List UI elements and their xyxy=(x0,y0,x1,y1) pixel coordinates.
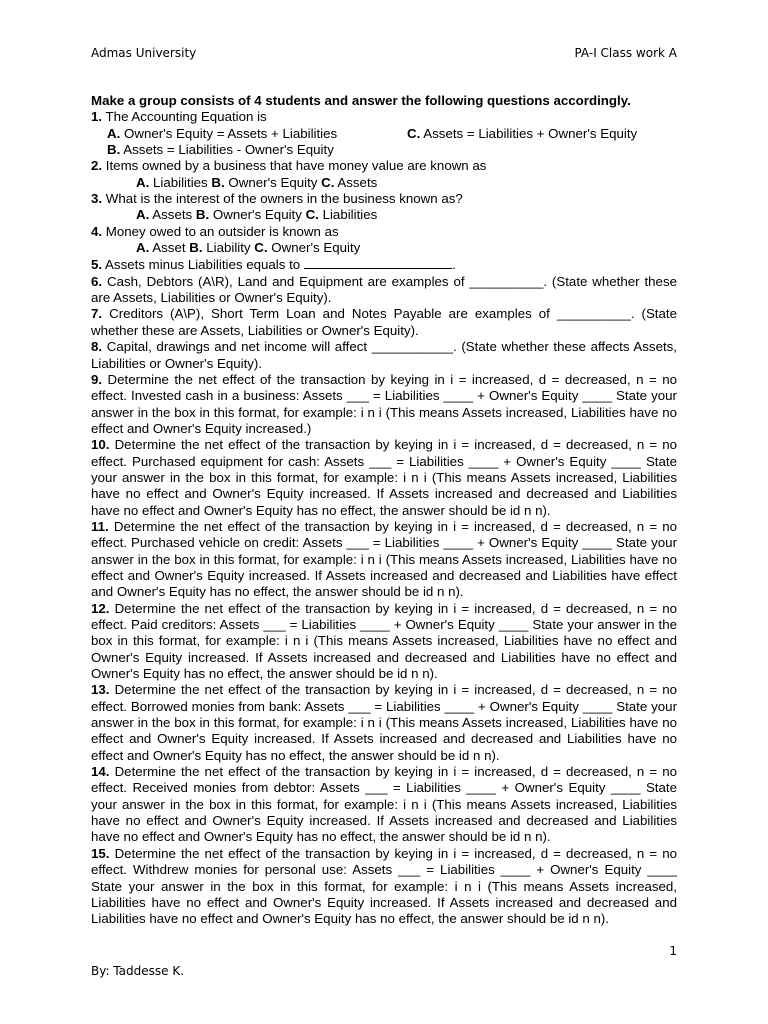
option-label: C. xyxy=(254,240,268,256)
option-label: B. xyxy=(189,240,203,256)
option-label: C. xyxy=(407,125,421,141)
page-footer: By: Taddesse K. xyxy=(91,964,185,978)
option-label: B. xyxy=(195,207,210,223)
question-6 xyxy=(91,274,677,307)
page-number: 1 xyxy=(669,944,677,958)
question-number: 5. xyxy=(91,257,103,273)
option-text: Assets xyxy=(334,174,378,190)
instruction: Make a group consists of 4 students and answer the following questions accordingly. xyxy=(91,93,631,108)
option-label: A. xyxy=(136,240,150,256)
question-number: 1. xyxy=(91,109,103,125)
question-text: Items owned by a business that have money value are known as xyxy=(102,158,487,174)
worksheet-body xyxy=(91,93,677,928)
option-label: A. xyxy=(136,207,150,223)
option-text: Liability xyxy=(202,240,255,256)
page-header xyxy=(91,46,677,60)
question-text: Determine the net effect of the transaction by keying in i = increased, d = decreased, n = no effect. Borrowed monies from bank: Assets ___ = Liabilities ____ + Owner's Equity ____ State your answer in the box in this format, for example: i n i (This means Assets increased, Liabilities have no effect and Owner's Equity increased. If Assets increased and decreased and Liabilities have no effect and Owner's Equity has no effect, the answer should be id n n). xyxy=(91,682,677,763)
header-course: PA-I Class work A xyxy=(574,46,677,60)
question-9 xyxy=(91,372,677,437)
question-text: The Accounting Equation is xyxy=(102,109,267,125)
question-text: Determine the net effect of the transaction by keying in i = increased, d = decreased, n = no effect. Invested cash in a business: Assets ___ = Liabilities ____ + Owner's Equity ____ State your answer in the box in this format, for example: i n i (This means Assets increased, Liabilities have no effect and Owner's Equity increased.) xyxy=(91,371,677,436)
question-number: 13. xyxy=(91,682,110,698)
question-number: 14. xyxy=(91,764,110,780)
question-4 xyxy=(91,224,677,257)
option-text: Liabilities xyxy=(149,174,212,190)
option-label: C. xyxy=(321,174,335,190)
question-13 xyxy=(91,682,677,764)
question-text: Determine the net effect of the transaction by keying in i = increased, d = decreased, n = no effect. Purchased equipment for cash: Assets ___ = Liabilities ____ + Owner's Equity ____ State your answer in the box in this format, for example: i n i (This means Assets increased, Liabilities have no effect and Owner's Equity increased. If Assets increased and decreased and Liabilities have no effect and Owner's Equity has no effect, the answer should be id n n). xyxy=(91,437,677,518)
question-12 xyxy=(91,601,677,683)
question-number: 4. xyxy=(91,223,103,239)
option-text: Owner's Equity xyxy=(209,207,306,223)
option-label: B. xyxy=(107,142,121,158)
option-text: Owner's Equity xyxy=(224,174,322,190)
question-text: Determine the net effect of the transaction by keying in i = increased, d = decreased, n = no effect. Purchased vehicle on credit: Assets ___ = Liabilities ____ + Owner's Equity ____ State your answer in the box in this format, for example: i n i (This means Assets increased, Liabilities have no effect and Owner's Equity increased. If Assets increased and decreased and Liabilities have effect and Owner's Equity has no effect, the answer should be id n n). xyxy=(91,518,677,600)
question-text: Determine the net effect of the transaction by keying in i = increased, d = decreased, n = no effect. Received monies from debtor: Assets ___ = Liabilities ____ + Owner's Equity ____ State your answer in the box in this format, for example: i n i (This means Assets increased, Liabilities have no effect and Owner's Equity increased. If Assets increased and decreased and Liabilities have no effect and Owner's Equity has no effect, the answer should be id n n). xyxy=(91,764,677,845)
option-text: Assets = Liabilities - Owner's Equity xyxy=(120,142,334,158)
question-5 xyxy=(91,256,677,273)
question-number: 12. xyxy=(91,600,110,616)
question-text: Money owed to an outsider is known as xyxy=(102,223,339,239)
question-text: Cash, Debtors (A\R), Land and Equipment are examples of __________. (State whether these are Assets, Liabilities or Owner's Equity). xyxy=(91,273,677,306)
option-text: Assets = Liabilities + Owner's Equity xyxy=(420,125,638,141)
option-label: A. xyxy=(136,174,150,190)
question-3 xyxy=(91,191,677,224)
question-text: Assets minus Liabilities equals to xyxy=(102,257,301,273)
option-text: Owner's Equity = Assets + Liabilities xyxy=(120,125,338,141)
question-number: 2. xyxy=(91,158,103,174)
question-number: 10. xyxy=(91,437,110,453)
question-14 xyxy=(91,764,677,846)
question-number: 9. xyxy=(91,371,103,387)
question-2 xyxy=(91,158,677,191)
question-text: Determine the net effect of the transaction by keying in i = increased, d = decreased, n = no effect. Paid creditors: Assets ___ = Liabilities ____ + Owner's Equity ____ State your answer in the box in this format, for example: i n i (This means Assets increased, Liabilities have no effect and Owner's Equity increased. If Assets increased and decreased and Liabilities have no effect and Owner's Equity has no effect, the answer should be id n n). xyxy=(91,600,677,682)
question-11 xyxy=(91,519,677,601)
question-8 xyxy=(91,339,677,372)
question-15 xyxy=(91,846,677,928)
question-end: . xyxy=(452,257,456,273)
option-text: Asset xyxy=(149,240,190,256)
question-number: 7. xyxy=(91,306,103,322)
option-text: Liabilities xyxy=(318,207,378,223)
question-number: 6. xyxy=(91,273,103,289)
question-text: What is the interest of the owners in the business known as? xyxy=(102,191,463,207)
option-label: C. xyxy=(305,207,319,223)
question-text: Determine the net effect of the transaction by keying in i = increased, d = decreased, n = no effect. Withdrew monies for personal use: Assets ___ = Liabilities ____ + Owner's Equity ____ State your answer in the box in this format, for example: i n i (This means Assets increased, Liabilities have no effect and Owner's Equity increased. If Assets increased and decreased and Liabilities have no effect and Owner's Equity has no effect, the answer should be id n n). xyxy=(91,845,677,927)
option-label: B. xyxy=(211,174,225,190)
question-7 xyxy=(91,306,677,339)
option-text: Assets xyxy=(149,207,196,223)
option-label: A. xyxy=(107,125,121,141)
question-10 xyxy=(91,437,677,519)
question-number: 3. xyxy=(91,191,103,207)
question-text: Capital, drawings and net income will affect ___________. (State whether these affects Assets, Liabilities or Owner's Equity). xyxy=(91,339,677,371)
question-number: 11. xyxy=(91,518,109,534)
option-text: Owner's Equity xyxy=(267,240,361,256)
question-1 xyxy=(91,109,677,158)
answer-blank[interactable] xyxy=(304,256,452,269)
question-number: 8. xyxy=(91,339,103,355)
question-text: Creditors (A\P), Short Term Loan and Notes Payable are examples of __________. (State whether these are Assets, Liabilities or Owner's Equity). xyxy=(91,306,677,338)
header-institution: Admas University xyxy=(91,46,197,60)
question-number: 15. xyxy=(91,845,110,861)
